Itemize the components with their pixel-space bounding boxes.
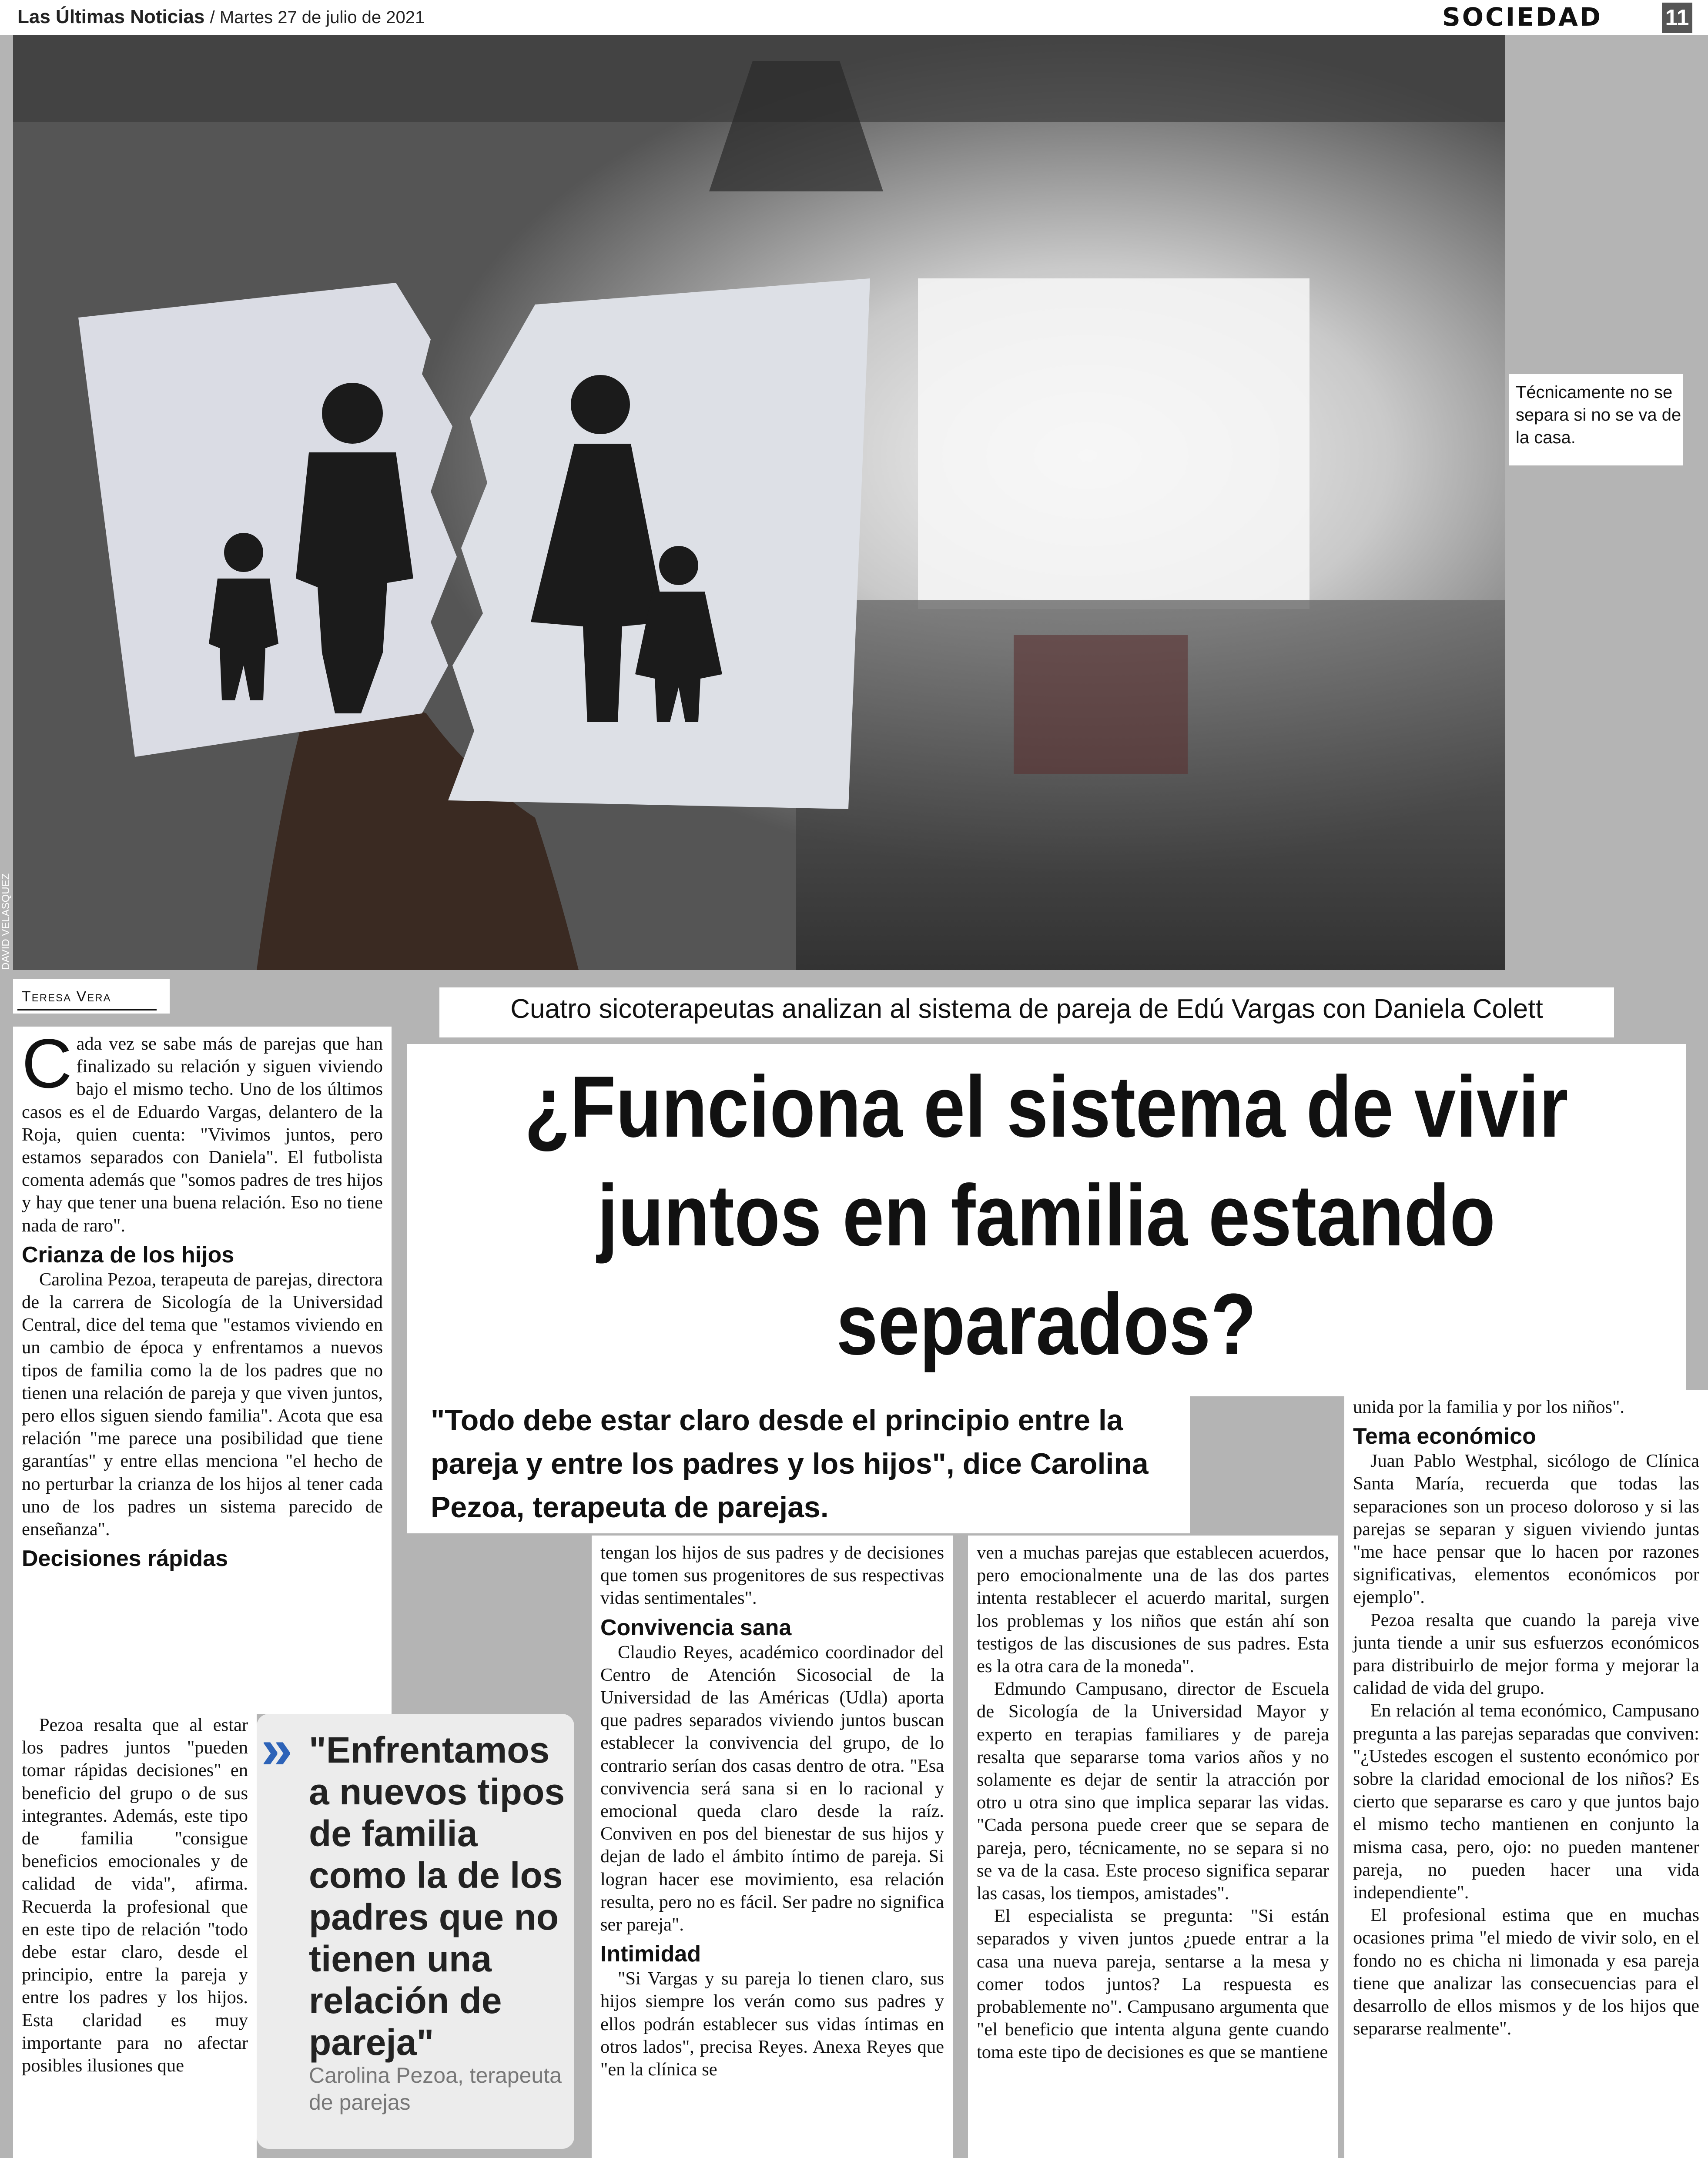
deck: "Todo debe estar claro desde el principio entre la pareja y entre los padres y los hijos", dice Carolina Pezoa, terapeuta de parejas. xyxy=(431,1404,1149,1524)
paragraph: Pezoa resalta que al estar los padres juntos "pueden tomar rápidas decisiones" en beneficio del grupo o de sus integrantes. Además, este tipo de familia "consigue beneficios emocionales y de calidad de vida", afirma. Recuerda la profesional que en este tipo de relación "todo debe estar claro, desde el principio, entre la pareja y entre los padres y los hijos. Esta claridad es muy importante para no afectar posibles ilusiones que xyxy=(22,1715,248,2076)
section-name: SOCIEDAD xyxy=(1442,2,1603,32)
window xyxy=(918,278,1309,609)
page-number: 11 xyxy=(1662,3,1692,33)
subhead: Convivencia sana xyxy=(600,1615,792,1640)
byline-rule xyxy=(17,1009,157,1010)
photo-caption: Técnicamente no se separa si no se va de la casa. xyxy=(1509,374,1683,465)
paragraph: "Si Vargas y su pareja lo tienen claro, sus hijos siempre los verán como sus padres y ellos podrán establecer sus vidas íntimas en otros lados", precisa Reyes. Anexa Reyes que "en la clínica se xyxy=(600,1968,944,2080)
paragraph: ven a muchas parejas que establecen acuerdos, pero emocionalmente una de las dos partes intenta restablecer el acuerdo marital, surgen los problemas y los niños que están ahí son testigos de las discusiones de sus padres. Esta es la otra cara de la moneda". xyxy=(977,1542,1329,1677)
masthead-title: Las Últimas Noticias xyxy=(17,6,205,27)
paragraph: El profesional estima que en muchas ocasiones prima "el miedo de vivir solo, en el fondo no es chicha ni limonada y esa pareja tiene que analizar las consecuencias para el desarrollo de ellos mismos y de los hijos que separarse realmente". xyxy=(1353,1905,1699,2039)
torn-family-photo xyxy=(13,35,1505,970)
paragraph: Juan Pablo Westphal, sicólogo de Clínica Santa María, recuerda que todas las separaciones son un proceso doloroso y si las parejas se separan y siguen viviendo juntas "me hace pensar que lo hacen por razones significativas, elementos económicos por ejemplo". xyxy=(1353,1451,1699,1608)
headline xyxy=(496,1053,1596,1379)
paragraph: El especialista se pregunta: "Si están separados y viven juntos ¿puede entrar a la casa una nueva pareja, sentarse a la mesa y comer todos juntos? La respuesta es probablemente no". Campusano argumenta que "el beneficio que intenta alguna gente cuando toma este tipo de decisiones es que se mantiene xyxy=(977,1906,1329,2063)
headline-line-2: juntos en familia estando xyxy=(597,1167,1496,1264)
dropcap: C xyxy=(22,1027,72,1102)
paragraph: tengan los hijos de sus padres y de decisiones que tomen sus progenitores de sus respectivas vidas sentimentales". xyxy=(600,1542,944,1609)
photo-credit: DAVID VELASQUEZ xyxy=(0,873,12,970)
pull-quote-author: Carolina Pezoa, terapeuta de parejas xyxy=(309,2063,562,2115)
subhead: Tema económico xyxy=(1353,1424,1536,1449)
column-2 xyxy=(592,1536,953,2158)
subhead: Intimidad xyxy=(600,1941,701,1967)
paragraph: Claudio Reyes, académico coordinador del Centro de Atención Sicosocial de la Universidad de las Américas (Udla) aporta que padres separados viviendo juntos buscan establecer la convivencia del grupo, de lo contrario serían dos casas dentro de otra. "Esa convivencia será sana si en lo racional y emocional queda claro desde la raíz. Conviven en pos del bienestar de sus hijos y dejan de lado el ámbito íntimo de pareja. Si logran hacer ese movimiento, esa relación resulta, pero no es fácil. Ser padre no significa ser pareja". xyxy=(600,1642,944,1935)
column-1 xyxy=(13,1027,392,1714)
paragraph: Carolina Pezoa, terapeuta de parejas, directora de la carrera de Sicología de la Universidad Central, dice del tema que "estamos viviendo en un cambio de época y enfrentamos a nuevos tipos de familia como la de los padres que no tienen una relación de pareja y que viven juntos, pero ellos siguen siendo familia". Acota que esa relación "me parece una posibilidad que tiene garantías" y entre ellas menciona "el hecho de no perturbar la crianza de los hijos al tener cada uno de los padres un sistema parecido de enseñanza". xyxy=(22,1269,383,1540)
column-1-bottom xyxy=(13,1714,257,2158)
paragraph: En relación al tema económico, Campusano pregunta a las parejas separadas que conviven: "¿Ustedes escogen el sustento económico por sobre la claridad emocional de los niños? Es cierto que separarse es caro y que juntos bajo el mismo techo mantienen en conjunto la misma casa, pero, ojo: no pueden mantener pareja, no pueden hacer una vida independiente". xyxy=(1353,1700,1699,1903)
issue-date: / Martes 27 de julio de 2021 xyxy=(210,8,425,27)
column-4 xyxy=(1344,1390,1708,2158)
paragraph: Edmundo Campusano, director de Escuela de Sicología de la Universidad Mayor y experto en terapias familiares y de pareja resalta que separarse toma varios años y no solamente es dejar de sentir la atracción por otro u otra sino que implica separar las vidas. "Cada persona puede creer que se separa de pareja, pero, técnicamente, no se separa si no se va de la casa. Este proceso significa separar las casas, los tiempos, amistades". xyxy=(977,1679,1329,1904)
masthead xyxy=(17,6,425,28)
pull-quote-text: "Enfrentamos a nuevos tipos de familia como la de los padres que no tienen una relación de pareja" xyxy=(309,1730,565,2063)
subhead: Decisiones rápidas xyxy=(22,1546,228,1572)
paragraph: ada vez se sabe más de parejas que han finalizado su relación y siguen viviendo bajo el mismo techo. Uno de los últimos casos es el de Eduardo Vargas, delantero de la Roja, quien cuenta: "Vivimos juntos, pero estamos separados con Daniela". El futbolista comenta además que "somos padres de tres hijos y hay que tener una buena relación. Eso no tiene nada de raro". xyxy=(22,1034,383,1236)
blurred-chair xyxy=(1014,635,1188,774)
main-photo xyxy=(13,35,1505,970)
paragraph: Pezoa resalta que cuando la pareja vive junta tiende a unir sus esfuerzos económicos para distribuirlo de mejor forma y mejorar la calidad de vida del grupo. xyxy=(1353,1609,1699,1699)
subhead: Crianza de los hijos xyxy=(22,1242,234,1268)
headline-line-1: ¿Funciona el sistema de vivir xyxy=(524,1058,1568,1155)
paragraph: unida por la familia y por los niños". xyxy=(1353,1397,1625,1417)
quote-chevron-icon: » xyxy=(261,1717,293,1780)
headline-line-3: separados? xyxy=(836,1276,1256,1373)
kicker: Cuatro sicoterapeutas analizan al sistema de pareja de Edú Vargas con Daniela Colett xyxy=(439,987,1614,1037)
paper-right xyxy=(448,278,870,809)
byline: Teresa Vera xyxy=(13,979,170,1014)
column-3 xyxy=(968,1536,1338,2158)
